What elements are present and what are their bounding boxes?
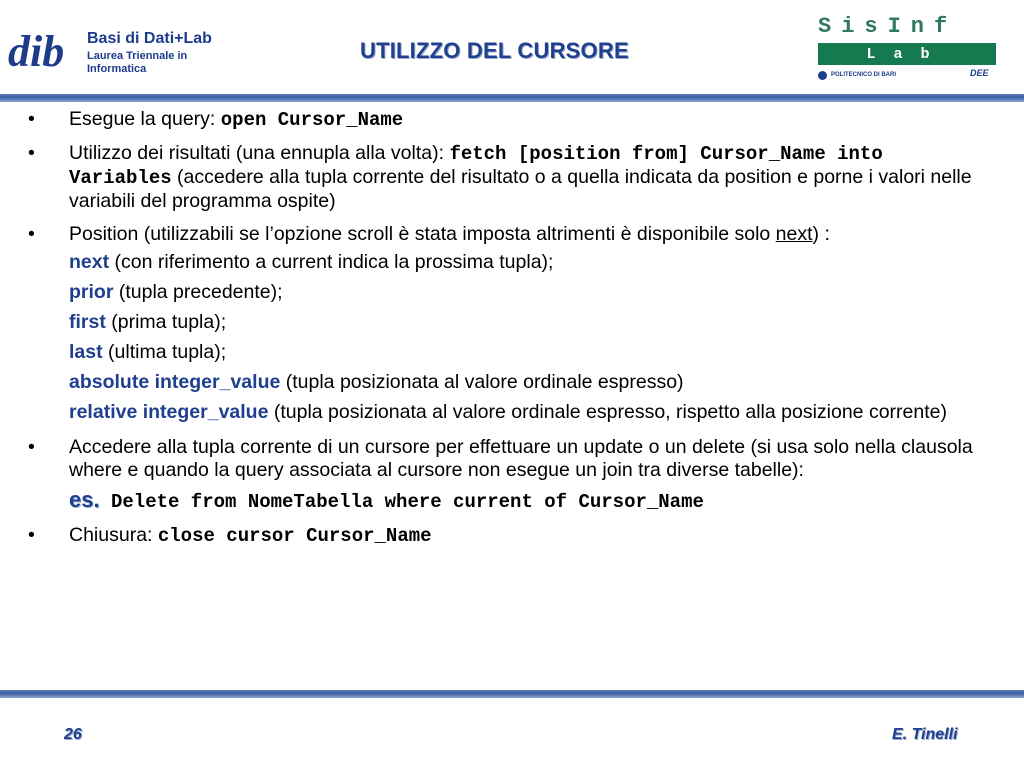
position-item bbox=[28, 311, 996, 334]
bullet-marker: • bbox=[28, 524, 35, 546]
bullet-text: Position (utilizzabili se l’opzione scroll è stata imposta altrimenti è disponibile solo bbox=[69, 223, 776, 245]
position-keyword: next bbox=[69, 251, 110, 273]
position-keyword: prior bbox=[69, 281, 114, 303]
bullet-text: Chiusura: bbox=[69, 524, 158, 546]
position-keyword: last bbox=[69, 341, 103, 363]
bullet-text-rest: (accedere alla tupla corrente del risultato o a quella indicata da position e porne i valori nelle variabili del programma ospite) bbox=[69, 166, 972, 212]
bullet-marker: • bbox=[28, 223, 35, 245]
position-keyword: absolute integer_value bbox=[69, 371, 281, 393]
example-line bbox=[28, 488, 996, 514]
bullet-text: Esegue la query: bbox=[69, 108, 221, 130]
bullet-open bbox=[28, 108, 996, 132]
page-number: 26 bbox=[64, 726, 82, 743]
position-desc: (tupla posizionata al valore ordinale espresso) bbox=[280, 371, 684, 393]
slide-content bbox=[28, 108, 996, 558]
bullet-marker: • bbox=[28, 142, 35, 164]
politecnico-label bbox=[818, 68, 968, 82]
position-item bbox=[28, 281, 996, 304]
underlined-next: next bbox=[775, 223, 813, 245]
dib-logo-text: dib bbox=[8, 28, 65, 72]
politecnico-text: POLITECNICO DI BARI bbox=[831, 72, 897, 78]
position-item bbox=[28, 251, 996, 274]
politecnico-seal-icon bbox=[818, 71, 827, 80]
bullet-text: Utilizzo dei risultati (una ennupla alla volta): bbox=[69, 142, 450, 164]
lab-logo-band: Lab bbox=[818, 43, 996, 65]
bullet-fetch bbox=[28, 142, 996, 213]
bullet-close bbox=[28, 524, 996, 548]
bullet-text-rest: ) : bbox=[812, 223, 830, 245]
position-desc: (ultima tupla); bbox=[102, 341, 227, 363]
slide-title: UTILIZZO DEL CURSORE bbox=[360, 38, 629, 63]
code-snippet: close cursor Cursor_Name bbox=[157, 525, 432, 547]
position-desc: (prima tupla); bbox=[105, 311, 227, 333]
author-name: E. Tinelli bbox=[892, 726, 958, 743]
position-item bbox=[28, 341, 996, 364]
brand-title: Basi di Dati+Lab bbox=[87, 30, 212, 47]
code-snippet: open Cursor_Name bbox=[220, 109, 404, 131]
bullet-position bbox=[28, 223, 996, 246]
header-divider bbox=[0, 94, 1024, 102]
example-code: Delete from NomeTabella where current of Cursor_Name bbox=[99, 491, 704, 513]
position-desc: (con riferimento a current indica la prossima tupla); bbox=[109, 251, 554, 273]
dee-logo: DEE bbox=[970, 68, 989, 78]
position-keyword: relative integer_value bbox=[69, 401, 269, 423]
position-desc: (tupla precedente); bbox=[113, 281, 283, 303]
position-item bbox=[28, 371, 996, 394]
sisinf-lab-logo bbox=[818, 14, 1008, 84]
example-label: es. bbox=[69, 487, 100, 512]
position-item bbox=[28, 401, 996, 424]
bullet-marker: • bbox=[28, 108, 35, 130]
brand-subtitle: Laurea Triennale in Informatica bbox=[87, 50, 188, 75]
code-snippet: fetch [position from] Cursor_Name into Variables bbox=[69, 143, 883, 189]
sisinf-logo-text: SisInf bbox=[818, 14, 958, 39]
position-keyword: first bbox=[69, 311, 106, 333]
position-desc: (tupla posizionata al valore ordinale espresso, rispetto alla posizione corrente) bbox=[268, 401, 947, 423]
dib-logo bbox=[8, 28, 80, 72]
footer-divider bbox=[0, 690, 1024, 698]
bullet-marker: • bbox=[28, 436, 35, 458]
bullet-update-delete bbox=[28, 436, 996, 482]
bullet-text: Accedere alla tupla corrente di un cursore per effettuare un update o un delete (si usa solo nella clausola where e quando la query associata al cursore non esegue un join tra diverse tabelle): bbox=[69, 436, 973, 481]
